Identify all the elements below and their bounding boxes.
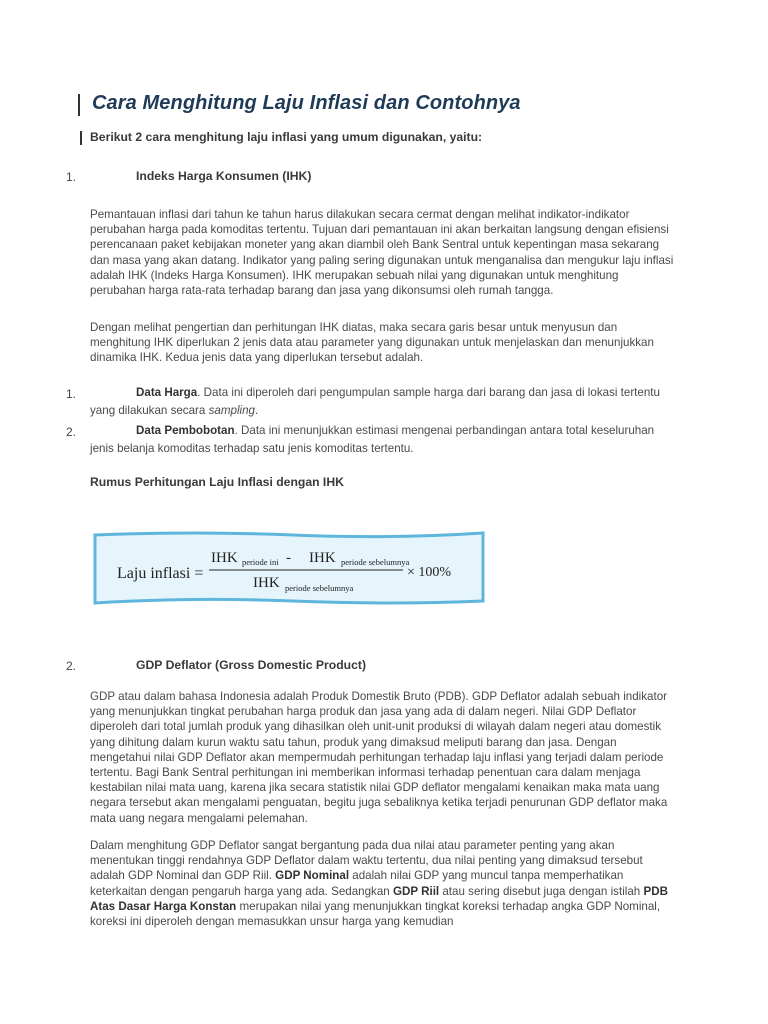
text-cursor-bar xyxy=(78,94,80,116)
formula-numerator-b-sub: periode sebelumnya xyxy=(341,557,410,567)
paragraph-text: Dalam menghitung GDP Deflator sangat bergantung pada dua nilai atau parameter penting yang akan menentukan tinggi rendahnya GDP Deflator dalam waktu tertentu, dua nilai penting yang dimaksud tersebut adalah GDP Nominal dan GDP Riil. xyxy=(90,839,643,883)
formula-denominator: IHK xyxy=(253,575,280,591)
formula-numerator-a-sub: periode ini xyxy=(242,557,279,567)
paragraph-text: adalah nilai GDP yang muncul tanpa memperhatikan keterkaitan dengan pengaruh harga yang ada. Sedangkan xyxy=(90,869,624,898)
formula-svg xyxy=(93,531,485,605)
formula-image xyxy=(93,531,485,605)
list-item-term: Data Harga xyxy=(136,386,198,399)
formula-numerator-b: IHK xyxy=(309,550,336,566)
term-gdp-riil: GDP Riil xyxy=(392,884,440,898)
list-item xyxy=(90,422,675,458)
section-heading: GDP Deflator (Gross Domestic Product) xyxy=(136,658,367,672)
list-item xyxy=(90,384,675,420)
intro-text: Berikut 2 cara menghitung laju inflasi yang umum digunakan, yaitu: xyxy=(90,130,483,144)
paragraph-text: atau sering disebut juga dengan istilah xyxy=(439,884,644,898)
list-item-end: . xyxy=(255,404,259,417)
formula-lhs: Laju inflasi = xyxy=(117,565,204,582)
list-number: 2. xyxy=(66,425,77,439)
section-number: 2. xyxy=(66,659,77,673)
list-item-term: Data Pembobotan xyxy=(136,424,235,437)
formula-times: × 100% xyxy=(407,565,452,580)
section-number: 1. xyxy=(66,170,77,184)
paragraph: GDP atau dalam bahasa Indonesia adalah Produk Domestik Bruto (PDB). GDP Deflator adalah sebuah indikator yang menunjukkan tingkat perubahan harga produk dan jasa yang ada di dalam negeri. Nilai GDP Deflator diperoleh dari total jumlah produk yang dihasilkan oleh unit-unit produksi di wilayah dalam negeri atau domestik yang dihitung dalam kurun waktu satu tahun, produk yang dimaksud meliputi barang dan jasa. Dengan mengetahui nilai GDP Deflator akan mempermudah perhitungan terhadap laju inflasi yang terjadi dalam periode tertentu. Bagi Bank Sentral perhitungan ini memberikan informasi terhadap penentuan cara dalam menjaga kestabilan nilai mata uang, karena jika secara statistik nilai GDP deflator mengalami kenaikan maka mata uang negara tersebut akan mengalami penguatan, begitu juga sebaliknya ketika terjadi penurunan GDP deflator maka mata uang negara mengalami pelemahan. xyxy=(90,690,668,825)
paragraph-text: merupakan nilai yang menunjukkan tingkat koreksi terhadap angka GDP Nominal, koreksi ini diperoleh dengan memasukkan unsur harga yang kemudian xyxy=(90,899,661,929)
term-gdp-nominal: GDP Nominal xyxy=(275,869,350,883)
text-cursor-bar xyxy=(80,131,82,145)
paragraph: Dengan melihat pengertian dan perhitungan IHK diatas, maka secara garis besar untuk menyusun dan menghitung IHK diperlukan 2 jenis data atau parameter yang digunakan untuk menjelaskan dan menunjukkan dinamika IHK. Kedua jenis data yang diperlukan tersebut adalah. xyxy=(90,321,654,365)
section-heading: Indeks Harga Konsumen (IHK) xyxy=(136,169,312,183)
formula-heading: Rumus Perhitungan Laju Inflasi dengan IHK xyxy=(90,475,344,489)
list-item-italic: sampling xyxy=(208,404,255,417)
formula-denominator-sub: periode sebelumnya xyxy=(285,583,354,593)
list-number: 1. xyxy=(66,387,77,401)
formula-numerator-a: IHK xyxy=(211,550,238,566)
list-item-text: . Data ini menunjukkan estimasi mengenai perbandingan antara total keseluruhan jenis belanja komoditas terhadap satu jenis komoditas tertentu. xyxy=(90,424,655,455)
list-item-text: . Data ini diperoleh dari pengumpulan sample harga dari barang dan jasa di lokasi tertentu yang dilakukan secara xyxy=(90,386,660,417)
page-title: Cara Menghitung Laju Inflasi dan Contohnya xyxy=(92,92,521,114)
term-pdb-konstan: PDB Atas Dasar Harga Konstan xyxy=(90,884,668,913)
formula-minus: - xyxy=(286,550,291,566)
paragraph xyxy=(90,838,675,929)
paragraph: Pemantauan inflasi dari tahun ke tahun harus dilakukan secara cermat dengan melihat indikator-indikator perubahan harga pada komoditas tertentu. Tujuan dari pemantauan ini akan berkaitan langsung dengan efisiensi perencanaan paket kebijakan moneter yang akan diambil oleh Bank Sentral untuk kepentingan masa sekarang dan masa yang akan datang. Indikator yang paling sering digunakan untuk menganalisa dan mengukur laju inflasi adalah IHK (Indeks Harga Konsumen). IHK merupakan sebuah nilai yang digunakan untuk menghitung perubahan harga rata-rata terhadap barang dan jasa yang dikonsumsi oleh rumah tangga. xyxy=(90,208,674,298)
